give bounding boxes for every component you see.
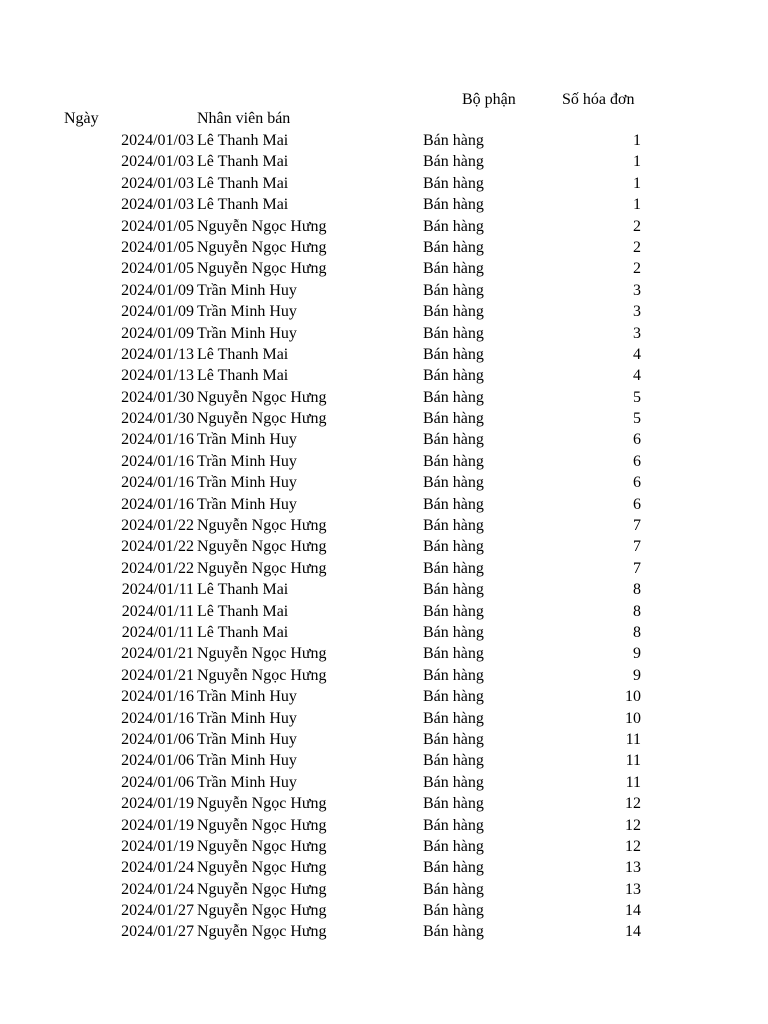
- invoice-number-cell: 9: [633, 645, 641, 663]
- employee-cell: Trần Minh Huy: [197, 730, 297, 748]
- table-row: [0, 900, 768, 921]
- invoice-number-cell: 13: [625, 859, 641, 877]
- employee-cell: Trần Minh Huy: [197, 752, 297, 770]
- table-row: [0, 237, 768, 258]
- invoice-number-cell: 3: [633, 324, 641, 342]
- invoice-number-cell: 12: [625, 795, 641, 813]
- department-cell: Bán hàng: [423, 666, 484, 684]
- table-row: [0, 472, 768, 493]
- employee-cell: Trần Minh Huy: [197, 452, 297, 470]
- invoice-number-cell: 14: [625, 923, 641, 941]
- invoice-number-cell: 6: [633, 431, 641, 449]
- department-cell: Bán hàng: [423, 388, 484, 406]
- table-row: [0, 429, 768, 450]
- date-cell: 2024/01/03: [121, 174, 194, 192]
- employee-cell: Lê Thanh Mai: [197, 174, 289, 192]
- table-row: [0, 622, 768, 643]
- department-cell: Bán hàng: [423, 196, 484, 214]
- employee-cell: Trần Minh Huy: [197, 688, 297, 706]
- date-cell: 2024/01/24: [121, 859, 194, 877]
- table-row: [0, 451, 768, 472]
- employee-cell: Nguyễn Ngọc Hưng: [197, 410, 327, 428]
- employee-cell: Lê Thanh Mai: [197, 132, 289, 149]
- table-row: [0, 216, 768, 237]
- date-cell: 2024/01/05: [121, 260, 194, 278]
- table-row: [0, 194, 768, 215]
- employee-cell: Lê Thanh Mai: [197, 367, 289, 385]
- table-row: [0, 323, 768, 344]
- invoice-number-cell: 12: [625, 816, 641, 834]
- invoice-number-cell: 10: [625, 688, 641, 706]
- department-cell: Bán hàng: [423, 217, 484, 235]
- employee-cell: Trần Minh Huy: [197, 431, 297, 449]
- employee-cell: Nguyễn Ngọc Hưng: [197, 517, 327, 535]
- invoice-number-cell: 2: [633, 217, 641, 235]
- date-cell: 2024/01/11: [121, 623, 194, 641]
- department-cell: Bán hàng: [423, 880, 484, 898]
- invoice-number-cell: 11: [625, 730, 641, 748]
- department-cell: Bán hàng: [423, 773, 484, 791]
- table-row: [0, 793, 768, 814]
- date-cell: 2024/01/11: [121, 602, 194, 620]
- date-cell: 2024/01/16: [121, 431, 194, 449]
- employee-cell: Lê Thanh Mai: [197, 623, 289, 641]
- department-cell: Bán hàng: [423, 645, 484, 663]
- department-cell: Bán hàng: [423, 431, 484, 449]
- employee-cell: Trần Minh Huy: [197, 324, 297, 342]
- employee-cell: Nguyễn Ngọc Hưng: [197, 795, 327, 813]
- invoice-number-cell: 3: [633, 303, 641, 321]
- invoice-number-cell: 7: [633, 538, 641, 556]
- employee-cell: Nguyễn Ngọc Hưng: [197, 645, 327, 663]
- table-row: [0, 365, 768, 386]
- table-row: [0, 408, 768, 429]
- invoice-number-cell: 5: [633, 410, 641, 428]
- invoice-number-cell: 8: [633, 602, 641, 620]
- department-cell: Bán hàng: [423, 538, 484, 556]
- department-cell: Bán hàng: [423, 238, 484, 256]
- invoice-number-cell: 11: [625, 773, 641, 791]
- employee-cell: Lê Thanh Mai: [197, 153, 289, 171]
- employee-cell: Trần Minh Huy: [197, 495, 297, 513]
- date-cell: 2024/01/21: [121, 666, 194, 684]
- employee-cell: Trần Minh Huy: [197, 281, 297, 299]
- date-cell: 2024/01/16: [121, 495, 194, 513]
- department-cell: Bán hàng: [423, 795, 484, 813]
- department-cell: Bán hàng: [423, 709, 484, 727]
- date-cell: 2024/01/05: [121, 217, 194, 235]
- department-cell: Bán hàng: [423, 688, 484, 706]
- employee-cell: Nguyễn Ngọc Hưng: [197, 666, 327, 684]
- department-cell: Bán hàng: [423, 623, 484, 641]
- invoice-number-cell: 6: [633, 495, 641, 513]
- header-department: Bộ phận: [462, 91, 516, 108]
- table-row: [0, 686, 768, 707]
- employee-cell: Nguyễn Ngọc Hưng: [197, 923, 327, 941]
- invoice-number-cell: 13: [625, 880, 641, 898]
- invoice-number-cell: 10: [625, 709, 641, 727]
- date-cell: 2024/01/19: [121, 837, 194, 855]
- employee-cell: Nguyễn Ngọc Hưng: [197, 217, 327, 235]
- employee-cell: Nguyễn Ngọc Hưng: [197, 559, 327, 577]
- department-cell: Bán hàng: [423, 367, 484, 385]
- invoice-number-cell: 8: [633, 623, 641, 641]
- date-cell: 2024/01/05: [121, 238, 194, 256]
- invoice-number-cell: 4: [633, 367, 641, 385]
- department-cell: Bán hàng: [423, 281, 484, 299]
- table-row: [0, 151, 768, 172]
- invoice-number-cell: 7: [633, 517, 641, 535]
- employee-cell: Lê Thanh Mai: [197, 602, 289, 620]
- invoice-number-cell: 14: [625, 902, 641, 920]
- department-cell: Bán hàng: [423, 174, 484, 192]
- table-row: [0, 494, 768, 515]
- table-row: [0, 387, 768, 408]
- date-cell: 2024/01/22: [121, 538, 194, 556]
- table-row: [0, 665, 768, 686]
- date-cell: 2024/01/24: [121, 880, 194, 898]
- date-cell: 2024/01/06: [121, 773, 194, 791]
- invoice-number-cell: 6: [633, 452, 641, 470]
- date-cell: 2024/01/27: [121, 902, 194, 920]
- header-employee: Nhân viên bán: [197, 110, 291, 127]
- date-cell: 2024/01/11: [121, 581, 194, 599]
- date-cell: 2024/01/03: [121, 196, 194, 214]
- table-row: [0, 921, 768, 942]
- table-row: [0, 558, 768, 579]
- employee-cell: Nguyễn Ngọc Hưng: [197, 837, 327, 855]
- date-cell: 2024/01/16: [121, 452, 194, 470]
- table-row: [0, 130, 768, 151]
- department-cell: Bán hàng: [423, 859, 484, 877]
- date-cell: 2024/01/09: [121, 324, 194, 342]
- date-cell: 2024/01/16: [121, 709, 194, 727]
- table-row: [0, 601, 768, 622]
- employee-cell: Nguyễn Ngọc Hưng: [197, 880, 327, 898]
- table-row: [0, 643, 768, 664]
- date-cell: 2024/01/19: [121, 795, 194, 813]
- invoice-number-cell: 11: [625, 752, 641, 770]
- table-row: [0, 815, 768, 836]
- date-cell: 2024/01/19: [121, 816, 194, 834]
- department-cell: Bán hàng: [423, 902, 484, 920]
- employee-cell: Nguyễn Ngọc Hưng: [197, 816, 327, 834]
- data-table-body: [0, 130, 768, 943]
- invoice-number-cell: 6: [633, 474, 641, 492]
- employee-cell: Lê Thanh Mai: [197, 581, 289, 599]
- header-invoice-number: Số hóa đơn: [562, 91, 635, 108]
- date-cell: 2024/01/30: [121, 388, 194, 406]
- date-cell: 2024/01/06: [121, 730, 194, 748]
- invoice-number-cell: 2: [633, 238, 641, 256]
- employee-cell: Nguyễn Ngọc Hưng: [197, 388, 327, 406]
- header-date: Ngày: [64, 110, 99, 127]
- department-cell: Bán hàng: [423, 132, 484, 149]
- department-cell: Bán hàng: [423, 495, 484, 513]
- department-cell: Bán hàng: [423, 410, 484, 428]
- invoice-number-cell: 1: [633, 174, 641, 192]
- invoice-number-cell: 1: [633, 132, 641, 149]
- department-cell: Bán hàng: [423, 559, 484, 577]
- invoice-number-cell: 9: [633, 666, 641, 684]
- invoice-number-cell: 3: [633, 281, 641, 299]
- date-cell: 2024/01/27: [121, 923, 194, 941]
- employee-cell: Trần Minh Huy: [197, 474, 297, 492]
- department-cell: Bán hàng: [423, 837, 484, 855]
- table-row: [0, 280, 768, 301]
- department-cell: Bán hàng: [423, 345, 484, 363]
- department-cell: Bán hàng: [423, 260, 484, 278]
- table-row: [0, 729, 768, 750]
- date-cell: 2024/01/16: [121, 474, 194, 492]
- employee-cell: Lê Thanh Mai: [197, 196, 289, 214]
- employee-cell: Trần Minh Huy: [197, 773, 297, 791]
- employee-cell: Nguyễn Ngọc Hưng: [197, 260, 327, 278]
- table-row: [0, 708, 768, 729]
- invoice-number-cell: 1: [633, 153, 641, 171]
- date-cell: 2024/01/30: [121, 410, 194, 428]
- invoice-number-cell: 5: [633, 388, 641, 406]
- department-cell: Bán hàng: [423, 923, 484, 941]
- table-row: [0, 857, 768, 878]
- department-cell: Bán hàng: [423, 816, 484, 834]
- employee-cell: Nguyễn Ngọc Hưng: [197, 238, 327, 256]
- employee-cell: Lê Thanh Mai: [197, 345, 289, 363]
- department-cell: Bán hàng: [423, 752, 484, 770]
- department-cell: Bán hàng: [423, 517, 484, 535]
- date-cell: 2024/01/03: [121, 132, 194, 149]
- department-cell: Bán hàng: [423, 474, 484, 492]
- department-cell: Bán hàng: [423, 324, 484, 342]
- invoice-number-cell: 7: [633, 559, 641, 577]
- table-row: [0, 536, 768, 557]
- department-cell: Bán hàng: [423, 602, 484, 620]
- date-cell: 2024/01/03: [121, 153, 194, 171]
- employee-cell: Nguyễn Ngọc Hưng: [197, 859, 327, 877]
- table-row: [0, 772, 768, 793]
- employee-cell: Trần Minh Huy: [197, 303, 297, 321]
- invoice-number-cell: 4: [633, 345, 641, 363]
- table-row: [0, 173, 768, 194]
- table-row: [0, 750, 768, 771]
- date-cell: 2024/01/13: [121, 345, 194, 363]
- date-cell: 2024/01/21: [121, 645, 194, 663]
- date-cell: 2024/01/22: [121, 559, 194, 577]
- table-row: [0, 258, 768, 279]
- table-row: [0, 836, 768, 857]
- employee-cell: Trần Minh Huy: [197, 709, 297, 727]
- invoice-number-cell: 12: [625, 837, 641, 855]
- invoice-number-cell: 1: [633, 196, 641, 214]
- department-cell: Bán hàng: [423, 452, 484, 470]
- invoice-number-cell: 2: [633, 260, 641, 278]
- date-cell: 2024/01/06: [121, 752, 194, 770]
- department-cell: Bán hàng: [423, 730, 484, 748]
- date-cell: 2024/01/13: [121, 367, 194, 385]
- table-row: [0, 879, 768, 900]
- date-cell: 2024/01/22: [121, 517, 194, 535]
- date-cell: 2024/01/09: [121, 303, 194, 321]
- department-cell: Bán hàng: [423, 153, 484, 171]
- table-row: [0, 344, 768, 365]
- employee-cell: Nguyễn Ngọc Hưng: [197, 538, 327, 556]
- table-row: [0, 579, 768, 600]
- table-row: [0, 301, 768, 322]
- date-cell: 2024/01/16: [121, 688, 194, 706]
- employee-cell: Nguyễn Ngọc Hưng: [197, 902, 327, 920]
- department-cell: Bán hàng: [423, 303, 484, 321]
- invoice-number-cell: 8: [633, 581, 641, 599]
- date-cell: 2024/01/09: [121, 281, 194, 299]
- department-cell: Bán hàng: [423, 581, 484, 599]
- table-row: [0, 515, 768, 536]
